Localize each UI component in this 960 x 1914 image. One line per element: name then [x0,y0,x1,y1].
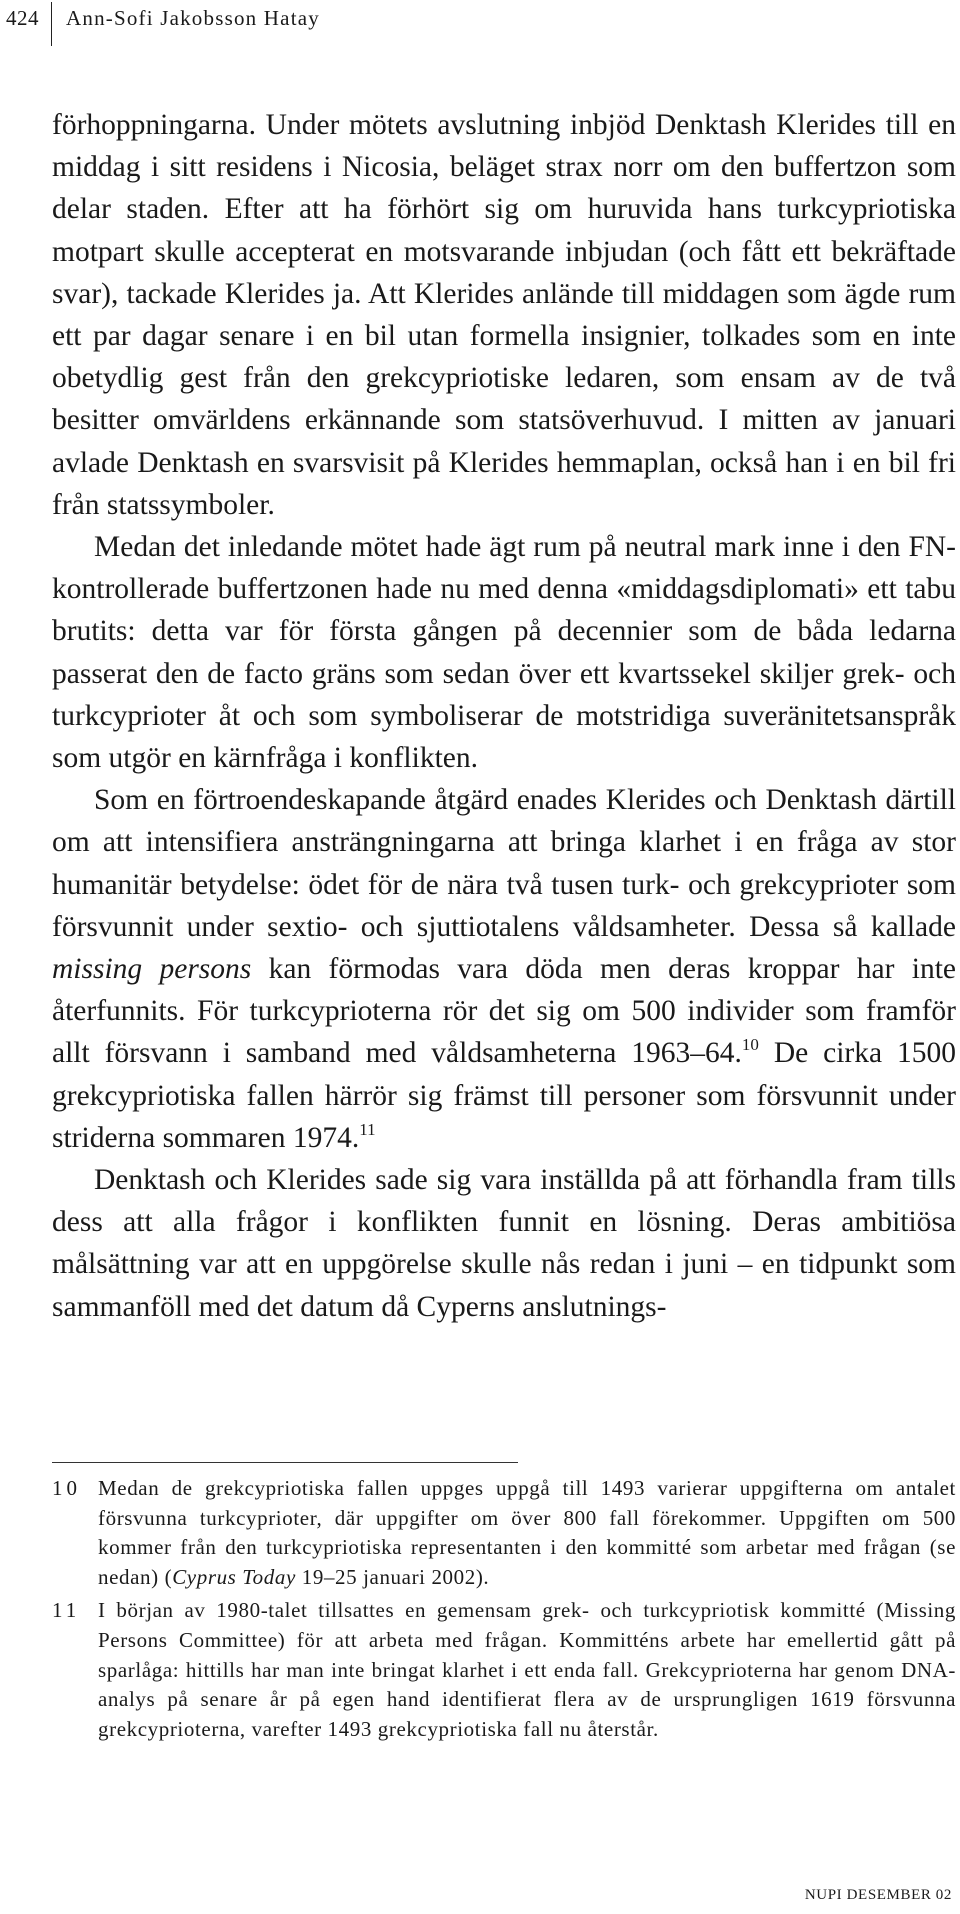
paragraph-2: Medan det inledande mötet hade ägt rum på neutral mark inne i den FN-kontrollerade buffertzonen hade nu med denna «middagsdiplomati» ett tabu brutits: detta var för första gången på decennier som de båda ledarna passerat den de facto gräns som sedan över ett kvartssekel skiljer grek- och turkcyprioter åt och som symboliserar de motstridiga suveränitetsanspråk som utgör en kärnfråga i konflikten. [52,531,956,775]
paragraph-3-text-c: De cirka 1500 grekcypriotiska fallen härrör sig främst till personer som försvunnit under striderna sommaren 1974. [52,1037,956,1154]
paragraph-3-italic-term: missing persons [52,953,252,986]
footnote-ref-10[interactable]: 10 [741,1035,759,1055]
footnote-11 [52,1596,956,1744]
running-head-author: Ann-Sofi Jakobsson Hatay [66,6,320,30]
footnote-text-a: Medan de grekcypriotiska fallen uppges uppgå till 1493 varierar uppgifterna om antalet försvunna turkcyprioter, där uppgifter om över 800 fall förekommer. Uppgiften om 500 kommer från den turkcypriotiska representanten i den kommitté som arbetar med frågan (se nedan) ( [98,1476,956,1589]
footnote-divider [52,1462,518,1463]
footnote-text: I början av 1980-talet tillsattes en gemensam grek- och turkcypriotisk kommitté (Missing Persons Committee) för att arbeta med frågan. Kommitténs arbete har emellertid gått på sparlåga: hittills har man inte bringat klarhet i ett enda fall. Grekcyprioterna har genom DNA-analys på senare år på egen hand identifierat flera av de ursprungligen 1619 försvunna grekcyprioterna, varefter 1493 grekcypriotiska fall nu återstår. [98,1598,956,1741]
footnote-number: 11 [52,1598,81,1623]
footnote-10 [52,1474,956,1592]
page-number: 424 [6,6,39,30]
footnotes [52,1474,956,1748]
page-footer: NUPI DESEMBER 02 [804,1887,952,1903]
page-header [0,0,960,46]
paragraph-1: förhoppningarna. Under mötets avslutning inbjöd Denktash Klerides till en middag i sitt residens i Nicosia, beläget strax norr om den buffertzon som delar staden. Efter att ha förhört sig om huruvida hans turkcypriotiska motpart skulle accepterat en motsvarande inbjudan (och fått ett bekräftade svar), tackade Klerides ja. Att Klerides anlände till middagen som ägde rum ett par dagar senare i en bil utan formella insignier, tolkades som en inte obetydlig gest från den grekcypriotiske ledaren, som ensam av de två besitter omvärldens erkännande som statsöverhuvud. I mitten av januari avlade Denktash en svarsvisit på Klerides hemmaplan, också han i en bil fri från statssymboler. [52,109,956,521]
paragraph-3-text-b: kan förmodas vara döda men deras kroppar har inte återfunnits. För turkcyprioterna rör det sig om 500 individer som framför allt försvann i samband med våldsamheterna 1963–64. [52,953,956,1070]
body-text [52,104,956,1328]
paragraph-3-text-a: Som en förtroendeskapande åtgärd enades Klerides och Denktash därtill om att intensifiera ansträngningarna att bringa klarhet i en fråga av stor humanitär betydelse: ödet för de nära två tusen turk- och grekcyprioter som försvunnit under sextio- och sjuttiotalens våldsamheter. Dessa så kallade [52,784,956,943]
footnote-ref-11[interactable]: 11 [359,1119,376,1139]
paragraph-4: Denktash och Klerides sade sig vara inställda på att förhandla fram tills dess att alla frågor i konflikten funnit en lösning. Deras ambitiösa målsättning var att en uppgörelse skulle nås redan i juni – en tidpunkt som sammanföll med det datum då Cyperns anslutnings- [52,1164,956,1323]
footnote-number: 10 [52,1476,81,1500]
footnote-text-b: 19–25 januari 2002). [295,1564,490,1589]
header-divider [51,2,52,46]
paragraph-3 [52,779,956,1159]
footnote-italic-source: Cyprus Today [172,1564,296,1589]
